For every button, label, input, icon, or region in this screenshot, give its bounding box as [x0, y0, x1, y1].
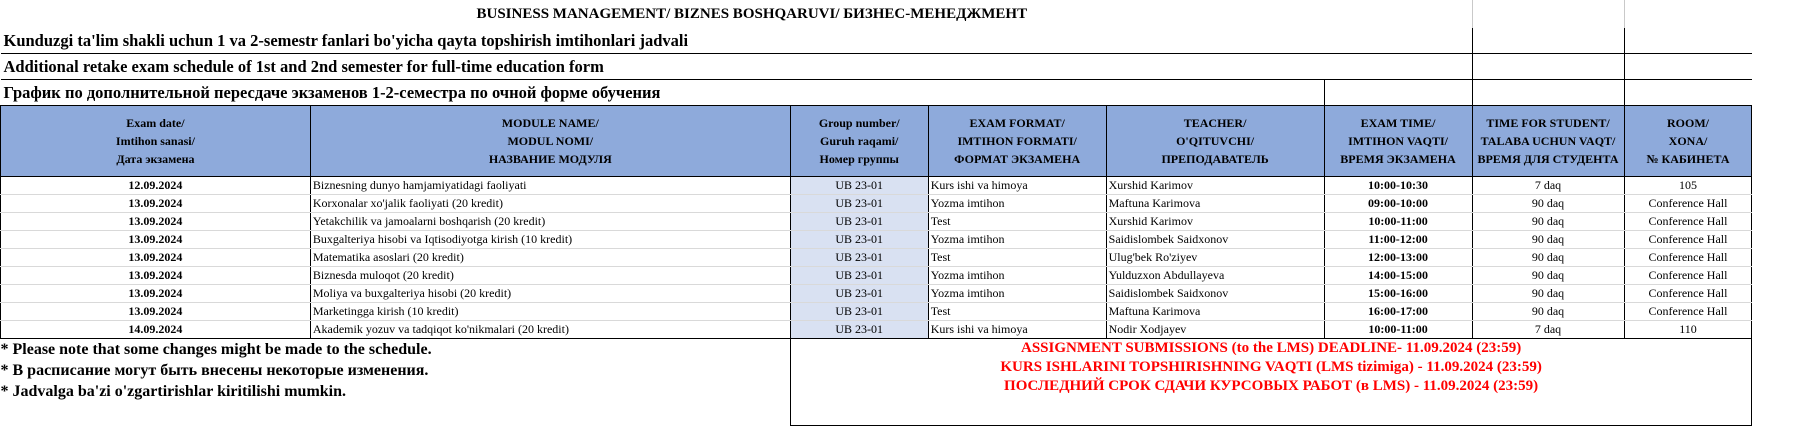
cell-format: Test — [928, 303, 1106, 321]
cell-group: UB 23-01 — [790, 213, 928, 231]
table-row — [1, 303, 1798, 321]
cell-format: Kurs ishi va himoya — [928, 177, 1106, 195]
cell-module: Moliya va buxgalteriya hisobi (20 kredit) — [310, 285, 790, 303]
cell-group: UB 23-01 — [790, 249, 928, 267]
cell-time: 10:00-11:00 — [1324, 321, 1472, 339]
cell-duration: 90 daq — [1472, 267, 1624, 285]
note-english: * Please note that some changes might be made to the schedule. — [1, 339, 790, 360]
cell-room: Conference Hall — [1624, 249, 1752, 267]
cell-room: Conference Hall — [1624, 285, 1752, 303]
subtitle-russian: График по дополнительной пересдаче экзаменов 1-2-семестра по очной форме обучения — [1, 80, 1325, 106]
cell-teacher: Xurshid Karimov — [1106, 177, 1324, 195]
header-room: ROOM/ XONA/ № КАБИНЕТА — [1624, 106, 1752, 177]
cell-date: 13.09.2024 — [1, 195, 311, 213]
cell-teacher: Saidislombek Saidxonov — [1106, 285, 1324, 303]
cell-group: UB 23-01 — [790, 321, 928, 339]
cell-group: UB 23-01 — [790, 267, 928, 285]
table-header-row — [1, 106, 1798, 177]
sheet-title: BUSINESS MANAGEMENT/ BIZNES BOSHQARUVI/ БИЗНЕС-МЕНЕДЖМЕНТ — [1, 0, 1473, 28]
header-time-for-student: TIME FOR STUDENT/ TALABA UCHUN VAQT/ ВРЕМЯ ДЛЯ СТУДЕНТА — [1472, 106, 1624, 177]
cell-date: 13.09.2024 — [1, 267, 311, 285]
cell-date: 13.09.2024 — [1, 285, 311, 303]
cell-format: Test — [928, 213, 1106, 231]
cell-teacher: Saidislombek Saidxonov — [1106, 231, 1324, 249]
cell-module: Korxonalar xo'jalik faoliyati (20 kredit) — [310, 195, 790, 213]
deadline-russian: ПОСЛЕДНИЙ СРОК СДАЧИ КУРСОВЫХ РАБОТ (в LMS) - 11.09.2024 (23:59) — [791, 377, 1752, 396]
header-module-name: MODULE NAME/ MODUL NOMI/ НАЗВАНИЕ МОДУЛЯ — [310, 106, 790, 177]
cell-module: Biznesning dunyo hamjamiyatidagi faoliyati — [310, 177, 790, 195]
cell-teacher: Nodir Xodjayev — [1106, 321, 1324, 339]
cell-room: Conference Hall — [1624, 231, 1752, 249]
cell-module: Matematika asoslari (20 kredit) — [310, 249, 790, 267]
note-russian: * В расписание могут быть внесены некоторые изменения. — [1, 360, 790, 381]
cell-teacher: Maftuna Karimova — [1106, 303, 1324, 321]
cell-module: Marketingga kirish (10 kredit) — [310, 303, 790, 321]
table-row — [1, 285, 1798, 303]
schedule-notes — [1, 339, 791, 426]
cell-module: Yetakchilik va jamoalarni boshqarish (20 kredit) — [310, 213, 790, 231]
cell-time: 15:00-16:00 — [1324, 285, 1472, 303]
cell-group: UB 23-01 — [790, 303, 928, 321]
cell-format: Yozma imtihon — [928, 267, 1106, 285]
cell-format: Kurs ishi va himoya — [928, 321, 1106, 339]
cell-group: UB 23-01 — [790, 285, 928, 303]
cell-room: Conference Hall — [1624, 267, 1752, 285]
cell-duration: 90 daq — [1472, 285, 1624, 303]
cell-format: Yozma imtihon — [928, 285, 1106, 303]
header-exam-time: EXAM TIME/ IMTIHON VAQTI/ ВРЕМЯ ЭКЗАМЕНА — [1324, 106, 1472, 177]
cell-duration: 90 daq — [1472, 195, 1624, 213]
cell-room: Conference Hall — [1624, 303, 1752, 321]
cell-duration: 90 daq — [1472, 249, 1624, 267]
cell-teacher: Xurshid Karimov — [1106, 213, 1324, 231]
cell-date: 13.09.2024 — [1, 249, 311, 267]
table-row — [1, 249, 1798, 267]
cell-date: 13.09.2024 — [1, 303, 311, 321]
cell-teacher: Ulug'bek Ro'ziyev — [1106, 249, 1324, 267]
cell-duration: 90 daq — [1472, 231, 1624, 249]
cell-room: Conference Hall — [1624, 213, 1752, 231]
deadline-uzbek: KURS ISHLARINI TOPSHIRISHNING VAQTI (LMS tizimiga) - 11.09.2024 (23:59) — [791, 358, 1752, 377]
cell-module: Buxgalteriya hisobi va Iqtisodiyotga kirish (10 kredit) — [310, 231, 790, 249]
cell-group: UB 23-01 — [790, 177, 928, 195]
table-row — [1, 231, 1798, 249]
table-row — [1, 213, 1798, 231]
header-exam-date: Exam date/ Imtihon sanasi/ Дата экзамена — [1, 106, 311, 177]
cell-duration: 90 daq — [1472, 303, 1624, 321]
cell-format: Yozma imtihon — [928, 195, 1106, 213]
cell-group: UB 23-01 — [790, 195, 928, 213]
cell-duration: 90 daq — [1472, 213, 1624, 231]
cell-group: UB 23-01 — [790, 231, 928, 249]
cell-module: Akademik yozuv va tadqiqot ko'nikmalari (20 kredit) — [310, 321, 790, 339]
cell-time: 14:00-15:00 — [1324, 267, 1472, 285]
cell-teacher: Yulduzxon Abdullayeva — [1106, 267, 1324, 285]
header-teacher: TEACHER/ O'QITUVCHI/ ПРЕПОДАВАТЕЛЬ — [1106, 106, 1324, 177]
cell-duration: 7 daq — [1472, 177, 1624, 195]
cell-time: 10:00-11:00 — [1324, 213, 1472, 231]
header-group-number: Group number/ Guruh raqami/ Номер группы — [790, 106, 928, 177]
header-exam-format: EXAM FORMAT/ IMTIHON FORMATI/ ФОРМАТ ЭКЗАМЕНА — [928, 106, 1106, 177]
cell-time: 09:00-10:00 — [1324, 195, 1472, 213]
cell-room: Conference Hall — [1624, 195, 1752, 213]
cell-format: Test — [928, 249, 1106, 267]
note-uzbek: * Jadvalga ba'zi o'zgartirishlar kiritilishi mumkin. — [1, 381, 790, 402]
cell-teacher: Maftuna Karimova — [1106, 195, 1324, 213]
subtitle-uzbek: Kunduzgi ta'lim shakli uchun 1 va 2-semestr fanlari bo'yicha qayta topshirish imtihonlari jadvali — [1, 28, 1473, 54]
cell-time: 16:00-17:00 — [1324, 303, 1472, 321]
deadline-english: ASSIGNMENT SUBMISSIONS (to the LMS) DEADLINE- 11.09.2024 (23:59) — [791, 339, 1752, 358]
cell-time: 12:00-13:00 — [1324, 249, 1472, 267]
cell-format: Yozma imtihon — [928, 231, 1106, 249]
table-row — [1, 177, 1798, 195]
cell-room: 110 — [1624, 321, 1752, 339]
cell-room: 105 — [1624, 177, 1752, 195]
cell-date: 14.09.2024 — [1, 321, 311, 339]
cell-date: 13.09.2024 — [1, 231, 311, 249]
table-row — [1, 321, 1798, 339]
cell-time: 11:00-12:00 — [1324, 231, 1472, 249]
subtitle-english: Additional retake exam schedule of 1st and 2nd semester for full-time education form — [1, 54, 1473, 80]
table-row — [1, 267, 1798, 285]
cell-date: 12.09.2024 — [1, 177, 311, 195]
table-row — [1, 195, 1798, 213]
cell-time: 10:00-10:30 — [1324, 177, 1472, 195]
cell-date: 13.09.2024 — [1, 213, 311, 231]
cell-module: Biznesda muloqot (20 kredit) — [310, 267, 790, 285]
deadline-box — [790, 339, 1752, 426]
cell-duration: 7 daq — [1472, 321, 1624, 339]
